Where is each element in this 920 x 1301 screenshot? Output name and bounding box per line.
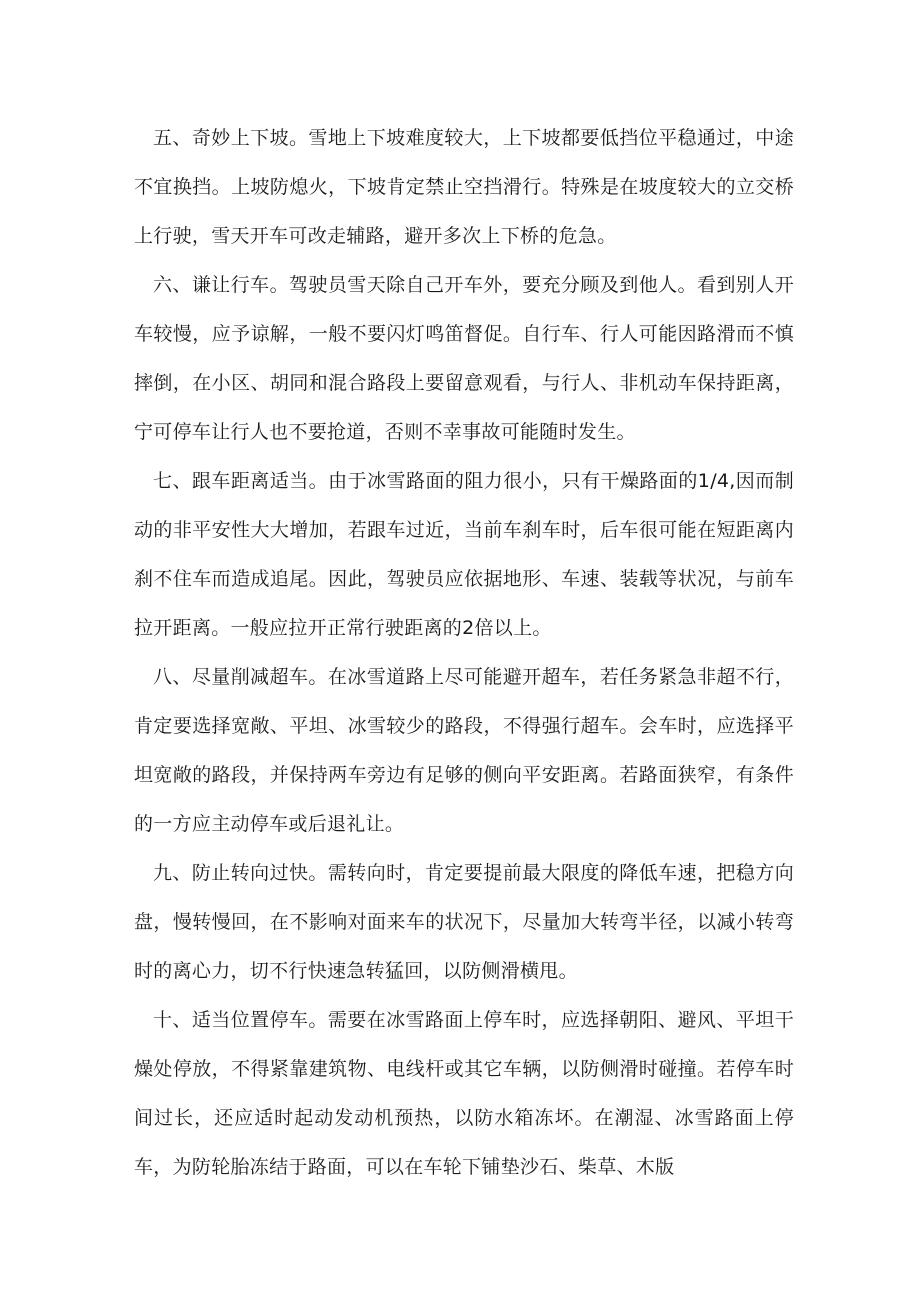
paragraph-six-yield: 六、谦让行车。驾驶员雪天除自己开车外，要充分顾及到他人。看到别人开车较慢，应予谅解，一般不要闪灯鸣笛督促。自行车、行人可能因路滑而不慎摔倒，在小区、胡同和混合路段上要留意观看，与行人、非机动车保持距离，宁可停车让行人也不要抢道，否则不幸事故可能随时发生。	[134, 274, 794, 443]
paragraph-nine-turning: 九、防止转向过快。需转向时，肯定要提前最大限度的降低车速，把稳方向盘，慢转慢回，在不影响对面来车的状况下，尽量加大转弯半径，以减小转弯时的离心力，切不行快速急转猛回，以防侧滑横甩。	[134, 862, 794, 982]
paragraph-five-slopes: 五、奇妙上下坡。雪地上下坡难度较大，上下坡都要低挡位平稳通过，中途不宜换挡。上坡防熄火，下坡肯定禁止空挡滑行。特殊是在坡度较大的立交桥上行驶，雪天开车可改走辅路，避开多次上下桥的危急。	[134, 127, 794, 247]
paragraph-seven-following-distance: 七、跟车距离适当。由于冰雪路面的阻力很小，只有干燥路面的1/4,因而制动的非平安性大大增加，若跟车过近，当前车刹车时，后车很可能在短距离内刹不住车而造成追尾。因此，驾驶员应依据地形、车速、装载等状况，与前车拉开距离。一般应拉开正常行驶距离的2倍以上。	[134, 470, 794, 639]
document-body	[134, 114, 794, 1192]
paragraph-eight-overtaking: 八、尽量削减超车。在冰雪道路上尽可能避开超车，若任务紧急非超不行，肯定要选择宽敞、平坦、冰雪较少的路段，不得强行超车。会车时，应选择平坦宽敞的路段，并保持两车旁边有足够的侧向平安距离。若路面狭窄，有条件的一方应主动停车或后退礼让。	[134, 666, 794, 835]
paragraph-ten-parking: 十、适当位置停车。需要在冰雪路面上停车时，应选择朝阳、避风、平坦干燥处停放，不得紧靠建筑物、电线杆或其它车辆，以防侧滑时碰撞。若停车时间过长，还应适时起动发动机预热，以防水箱冻坏。在潮湿、冰雪路面上停车，为防轮胎冻结于路面，可以在车轮下铺垫沙石、柴草、木版	[134, 1009, 794, 1178]
